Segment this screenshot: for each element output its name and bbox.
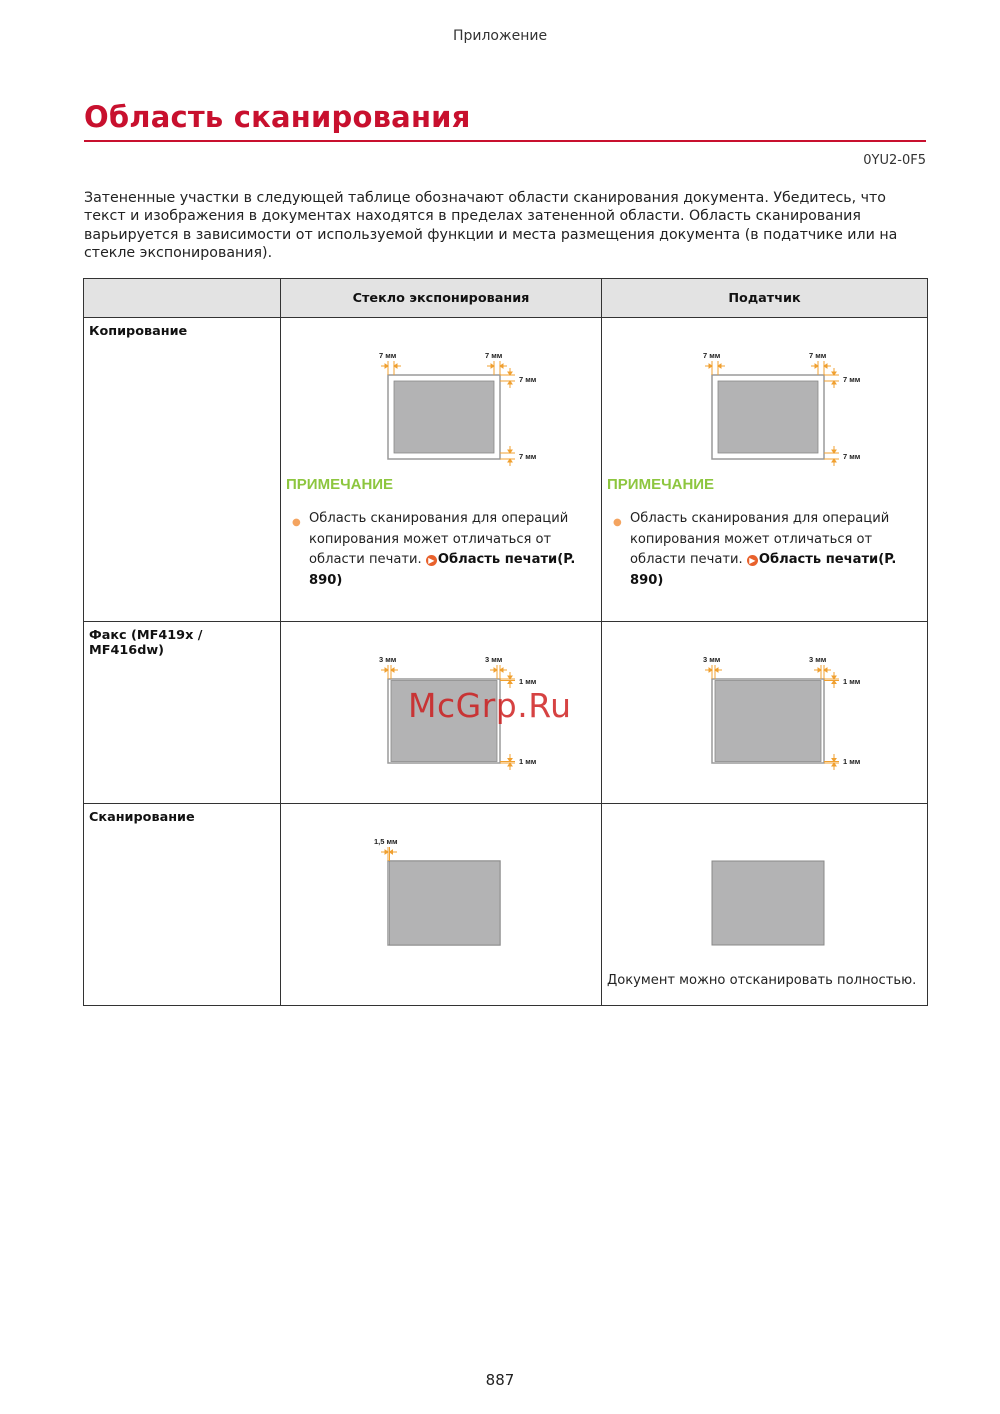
- header-glass: Стекло экспонирования: [281, 279, 602, 318]
- cell-copy-glass: [281, 318, 602, 622]
- dim-label-left: 3 мм: [379, 655, 397, 664]
- dim-marker-left: [705, 361, 725, 375]
- scan-area: [718, 381, 818, 453]
- cell-scan-glass: [281, 804, 602, 1006]
- dim-marker-right: [814, 665, 831, 679]
- dim-marker-right: [490, 665, 507, 679]
- note-item: [287, 509, 595, 591]
- dim-marker-left: [381, 665, 398, 679]
- dim-label-top: 1 мм: [519, 677, 537, 686]
- dim-label-top: 1 мм: [842, 677, 860, 686]
- dim-label-left: 7 мм: [379, 351, 397, 360]
- scan-area-table: [83, 278, 928, 1006]
- note-item: [608, 509, 921, 591]
- dim-label-top: 7 мм: [842, 375, 860, 384]
- link-arrow-icon: ▶: [426, 555, 437, 566]
- print-area-link[interactable]: Область печати(P. 890): [309, 552, 576, 588]
- dim-marker-right: [811, 361, 831, 375]
- dim-marker-bottom: [500, 754, 515, 770]
- table-header-row: [84, 279, 928, 318]
- dim-label-left: 1,5 мм: [374, 837, 398, 846]
- dim-marker-top: [824, 368, 839, 388]
- note-list: [602, 493, 927, 605]
- scan-area: [390, 861, 501, 945]
- dim-label-bottom: 1 мм: [842, 757, 860, 766]
- dim-label-bottom: 1 мм: [519, 757, 537, 766]
- table-row-copy: [84, 318, 928, 622]
- copy-feeder-diagram: [665, 318, 865, 466]
- dim-label-bottom: 7 мм: [842, 452, 860, 461]
- note-heading: ПРИМЕЧАНИЕ: [286, 476, 394, 493]
- row-label-scan: Сканирование: [84, 804, 281, 1006]
- dim-label-bottom: 7 мм: [519, 452, 537, 461]
- cell-copy-feeder: [602, 318, 928, 622]
- dim-marker-bottom: [824, 446, 839, 466]
- scan-feeder-diagram: [665, 804, 865, 952]
- dim-label-left: 7 мм: [702, 351, 720, 360]
- full-scan-note: Документ можно отсканировать полностью.: [607, 973, 917, 988]
- print-area-link[interactable]: Область печати(P. 890): [630, 552, 897, 588]
- title-rule: [84, 140, 926, 142]
- dim-label-right: 3 мм: [808, 655, 826, 664]
- dim-marker-bottom: [824, 754, 839, 770]
- scan-area: [712, 861, 824, 945]
- cell-fax-feeder: [602, 622, 928, 804]
- document-code: 0YU2-0F5: [863, 153, 926, 168]
- header-corner: [84, 279, 281, 318]
- scan-glass-diagram: [341, 804, 541, 952]
- dim-marker-left: [381, 361, 401, 375]
- page-number: 887: [485, 1371, 515, 1389]
- copy-glass-diagram: [341, 318, 541, 466]
- dim-marker-top: [500, 368, 515, 388]
- page-title: Область сканирования: [84, 100, 471, 134]
- bullet-icon: ●: [292, 517, 301, 528]
- scan-area: [715, 681, 821, 762]
- dim-label-right: 7 мм: [485, 351, 503, 360]
- fax-feeder-diagram: [665, 622, 865, 770]
- note-text: Область сканирования для операций копирования может отличаться от области печати.: [309, 511, 569, 567]
- watermark: McGrp.Ru: [408, 686, 572, 725]
- dim-label-right: 3 мм: [485, 655, 503, 664]
- table-row-scan: [84, 804, 928, 1006]
- header-feeder: Податчик: [602, 279, 928, 318]
- dim-marker-left: [705, 665, 722, 679]
- note-list: [281, 493, 601, 605]
- cell-scan-feeder: [602, 804, 928, 1006]
- dim-marker-right: [487, 361, 507, 375]
- dim-label-top: 7 мм: [519, 375, 537, 384]
- dim-marker-left: [381, 847, 397, 861]
- scan-area: [394, 381, 494, 453]
- link-arrow-icon: ▶: [747, 555, 758, 566]
- dim-marker-top: [824, 672, 839, 688]
- note-text: Область сканирования для операций копирования может отличаться от области печати.: [630, 511, 890, 567]
- running-header: Приложение: [452, 28, 548, 44]
- row-label-copy: Копирование: [84, 318, 281, 622]
- note-heading: ПРИМЕЧАНИЕ: [607, 476, 715, 493]
- row-label-fax: Факс (MF419x / MF416dw): [84, 622, 281, 804]
- dim-marker-bottom: [500, 446, 515, 466]
- dim-label-left: 3 мм: [702, 655, 720, 664]
- dim-label-right: 7 мм: [808, 351, 826, 360]
- bullet-icon: ●: [613, 517, 622, 528]
- intro-paragraph: Затененные участки в следующей таблице обозначают области сканирования документа. Убедитесь, что текст и изображения в документах находятся в пределах затененной области. Область сканирования варьируется в зависимости от используемой функции и места размещения документа (в податчике или на стекле экспонирования).: [84, 190, 898, 261]
